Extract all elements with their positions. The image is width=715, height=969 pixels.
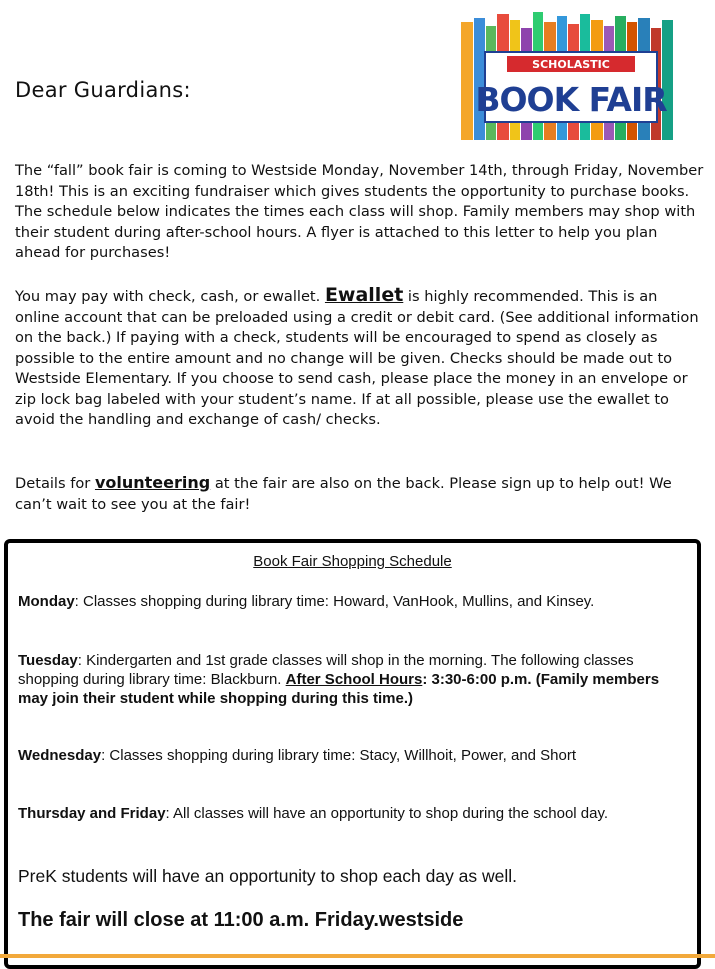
thursday-friday-label: Thursday and Friday (18, 805, 166, 822)
schedule-thursday-friday (18, 804, 688, 823)
after-school-hours-label: After School Hours (285, 671, 423, 688)
schedule-title: Book Fair Shopping Schedule (253, 553, 452, 570)
ewallet-emphasis: Ewallet (324, 284, 404, 306)
wednesday-label: Wednesday (18, 747, 102, 764)
intro-paragraph: The “fall” book fair is coming to Westside Monday, November 14th, through Friday, November 18th! This is an exciting fundraiser which gives students the opportunity to purchase books. The schedule below indicates the times each class will shop. Family members may shop with their student during after-school hours. A flyer is attached to this letter to help you plan ahead for purchases! (15, 162, 704, 261)
thursday-friday-text: : All classes will have an opportunity to shop during the school day. (165, 805, 609, 822)
volunteer-text-before: Details for (15, 475, 95, 492)
after-school-hours-text: : 3:30-6:00 p.m. (Family members may join their student while shopping during this time.) (18, 671, 660, 707)
logo-title-text: BOOK FAIR (475, 80, 667, 119)
book-fair-logo (455, 8, 677, 148)
schedule-box (4, 539, 701, 969)
tuesday-label: Tuesday (18, 652, 78, 669)
schedule-monday (18, 592, 688, 611)
volunteering-emphasis: volunteering (94, 473, 211, 492)
volunteer-text-after: at the fair are also on the back. Please sign up to help out! We can’t wait to see you at the fair! (15, 475, 672, 513)
payment-text-before: You may pay with check, cash, or ewallet. (15, 288, 325, 305)
salutation: Dear Guardians: (15, 78, 191, 102)
logo-brand-text: SCHOLASTIC (532, 58, 610, 71)
schedule-closing: The fair will close at 11:00 a.m. Friday.westside (18, 909, 464, 931)
volunteer-paragraph (15, 473, 705, 515)
monday-label: Monday (18, 593, 75, 610)
payment-paragraph (15, 285, 705, 431)
bottom-border-bar (0, 954, 715, 958)
schedule-wednesday (18, 746, 688, 765)
schedule-prek: PreK students will have an opportunity to shop each day as well. (18, 866, 518, 886)
schedule-tuesday (18, 651, 688, 708)
wednesday-text: : Classes shopping during library time: Stacy, Willhoit, Power, and Short (101, 747, 577, 764)
payment-text-after: is highly recommended. This is an online account that can be preloaded using a credit or debit card. (See additional information on the back.) If paying with a check, students will be encouraged to spend as closely as possible to the entire amount and no change will be given. Checks should be made out to Westside Elementary. If you choose to send cash, please place the money in an envelope or zip lock bag labeled with your student’s name. If at all possible, please use the ewallet to avoid the handling and exchange of cash/ checks. (15, 288, 699, 428)
tuesday-text: : Kindergarten and 1st grade classes will shop in the morning. The following classes shopping during library time: Blackburn. (18, 652, 634, 688)
monday-text: : Classes shopping during library time: Howard, VanHook, Mullins, and Kinsey. (74, 593, 595, 610)
